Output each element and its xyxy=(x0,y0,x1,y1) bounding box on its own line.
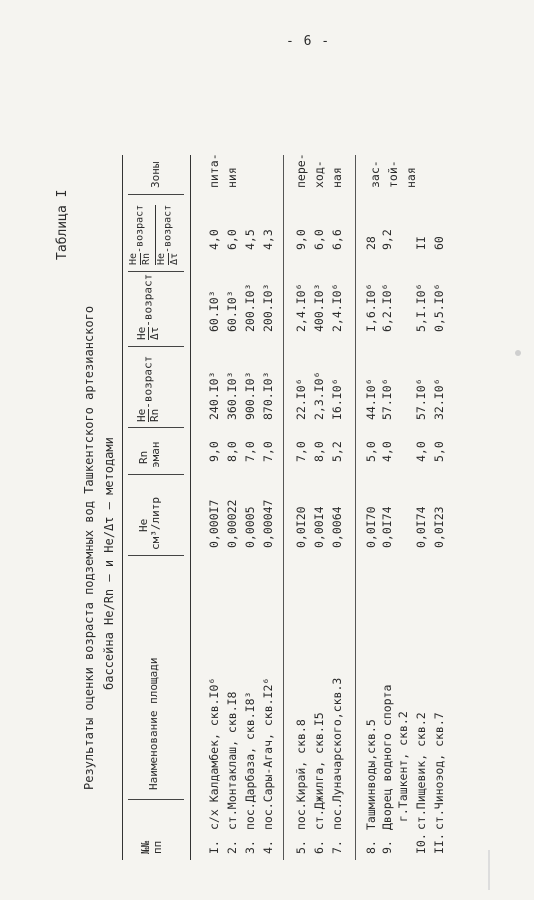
zone-transition: пере- ход- ная xyxy=(294,153,344,188)
cell-he: 0,000I7 xyxy=(207,499,221,548)
cell-he: 0,00022 xyxy=(225,499,239,548)
cell-he: 0,00047 xyxy=(261,499,275,548)
cell-rn: 8,0 xyxy=(225,441,239,462)
cell-he-dt: 400.I0³ xyxy=(312,283,326,332)
cell-he: 0,0I74 xyxy=(380,506,394,548)
cell-he-rn: 57.I0⁶ xyxy=(414,378,428,420)
cell-name-continued: г.Ташкент, скв.2 xyxy=(396,711,410,822)
header-top-rule xyxy=(122,155,123,860)
table-title-line1: Результаты оценки возраста подземных вод Ташкентского артезианского xyxy=(82,305,96,790)
col-divider xyxy=(128,194,184,195)
cell-num: 3. xyxy=(243,840,257,854)
cell-he-dt: 2,4.I0⁶ xyxy=(330,283,344,332)
cell-he: 0,00I4 xyxy=(312,506,326,548)
cell-num: I0. xyxy=(414,833,428,854)
cell-rn: 7,0 xyxy=(261,441,275,462)
cell-ratio: 4,5 xyxy=(243,229,257,250)
cell-rn: 7,0 xyxy=(294,441,308,462)
cell-he: 0,0I74 xyxy=(414,506,428,548)
zone-feeding: пита- ния xyxy=(207,153,239,188)
cell-ratio: 28 xyxy=(364,236,378,250)
cell-name: ст.Пищевик, скв.2 xyxy=(414,712,428,830)
col-divider xyxy=(128,474,184,475)
cell-rn: 9,0 xyxy=(207,441,221,462)
cell-ratio: 4,0 xyxy=(207,229,221,250)
cell-he: 0,0I23 xyxy=(432,506,446,548)
cell-rn: 5,0 xyxy=(364,441,378,462)
header-zone: Зоны xyxy=(149,161,162,188)
cell-name: Дворец водного спорта xyxy=(380,684,394,830)
cell-he-rn: I6.I0⁶ xyxy=(330,378,344,420)
cell-he-rn: 240.I0³ xyxy=(207,371,221,420)
zone-stagnant: зас- той- ная xyxy=(368,160,418,188)
cell-num: II. xyxy=(432,833,446,854)
col-divider xyxy=(128,427,184,428)
cell-he-rn: 32.I0⁶ xyxy=(432,378,446,420)
cell-he: 0,0I20 xyxy=(294,506,308,548)
cell-ratio: 9,2 xyxy=(380,229,394,250)
cell-he-dt: 200.I0³ xyxy=(243,283,257,332)
cell-num: 9. xyxy=(380,840,394,854)
col-divider xyxy=(128,271,184,272)
cell-name: пос.Сары-Агач, скв.I2⁶ xyxy=(261,677,275,830)
cell-num: 4. xyxy=(261,840,275,854)
cell-ratio: 4,3 xyxy=(261,229,275,250)
cell-rn: 8,0 xyxy=(312,441,326,462)
cell-ratio: 6,6 xyxy=(330,229,344,250)
rotated-table xyxy=(0,100,534,900)
cell-ratio: 6,0 xyxy=(225,229,239,250)
cell-he-dt: I,6.I0⁶ xyxy=(364,283,378,332)
cell-num: 7. xyxy=(330,840,344,854)
header-ratio: He Rn -возраст He Δτ -возраст xyxy=(128,204,180,265)
cell-he-dt: 60.I0³ xyxy=(225,290,239,332)
table-label: Таблица I xyxy=(55,189,70,260)
cell-he: 0,0064 xyxy=(330,506,344,548)
cell-rn: 4,0 xyxy=(380,441,394,462)
header-he-dt-age: He Δτ -возраст xyxy=(135,273,161,340)
cell-num: 5. xyxy=(294,840,308,854)
cell-he-dt: 5,I.I0⁶ xyxy=(414,283,428,332)
header-rn: Rn эман xyxy=(137,441,162,468)
cell-he-rn: 870.I0³ xyxy=(261,371,275,420)
cell-num: 2. xyxy=(225,840,239,854)
cell-name: Ташминводы,скв.5 xyxy=(364,719,378,830)
cell-num: 6. xyxy=(312,840,326,854)
header-bottom-rule xyxy=(190,155,191,860)
header-num: №№ пп xyxy=(139,840,164,854)
cell-ratio: 60 xyxy=(432,236,446,250)
cell-he-rn: 900.I0³ xyxy=(243,371,257,420)
cell-he-dt: 2,4.I0⁶ xyxy=(294,283,308,332)
cell-he-rn: 57.I0⁶ xyxy=(380,378,394,420)
cell-he: 0,0005 xyxy=(243,506,257,548)
cell-he: 0,0I70 xyxy=(364,506,378,548)
cell-name: с/х Калдамбек, скв.I0⁶ xyxy=(207,677,221,830)
cell-num: 8. xyxy=(364,840,378,854)
cell-he-rn: 2,3.I0⁶ xyxy=(312,371,326,420)
cell-name: ст.Чиноэод, скв.7 xyxy=(432,712,446,830)
header-he-rn-age: He Rn -возраст xyxy=(135,355,161,422)
cell-he-dt: 0,5.I0⁶ xyxy=(432,283,446,332)
cell-ratio: II xyxy=(414,236,428,250)
cell-he-dt: 200.I0³ xyxy=(261,283,275,332)
cell-ratio: 9,0 xyxy=(294,229,308,250)
header-name: Наименование площади xyxy=(147,657,160,790)
cell-ratio: 6,0 xyxy=(312,229,326,250)
group-separator xyxy=(355,155,356,860)
page-number: - 6 - xyxy=(286,34,331,49)
cell-rn: 5,0 xyxy=(432,441,446,462)
cell-he-rn: 22.I0⁶ xyxy=(294,378,308,420)
cell-he-dt: 6,2.I0⁶ xyxy=(380,283,394,332)
group-separator xyxy=(283,155,284,860)
cell-name: пос.Кирай, скв.8 xyxy=(294,719,308,830)
col-divider xyxy=(128,799,184,800)
cell-rn: 5,2 xyxy=(330,441,344,462)
cell-name: ст.Джилга, скв.I5 xyxy=(312,712,326,830)
cell-name: пос.Дарбаза, скв.I8³ xyxy=(243,691,257,830)
cell-he-rn: 360.I0³ xyxy=(225,371,239,420)
cell-num: I. xyxy=(207,840,221,854)
cell-name: ст.Монтаклаш, скв.I8 xyxy=(225,691,239,830)
cell-name: пос.Луначарского,скв.3 xyxy=(330,677,344,830)
table-title-line2: бассейна He/Rn – и He/Δτ – методами xyxy=(102,437,116,690)
cell-rn: 4,0 xyxy=(414,441,428,462)
col-divider xyxy=(128,346,184,347)
cell-rn: 7,0 xyxy=(243,441,257,462)
cell-he-rn: 44.I0⁶ xyxy=(364,378,378,420)
cell-he-dt: 60.I0³ xyxy=(207,290,221,332)
header-he: He см³/литр xyxy=(137,497,162,550)
col-divider xyxy=(128,555,184,556)
